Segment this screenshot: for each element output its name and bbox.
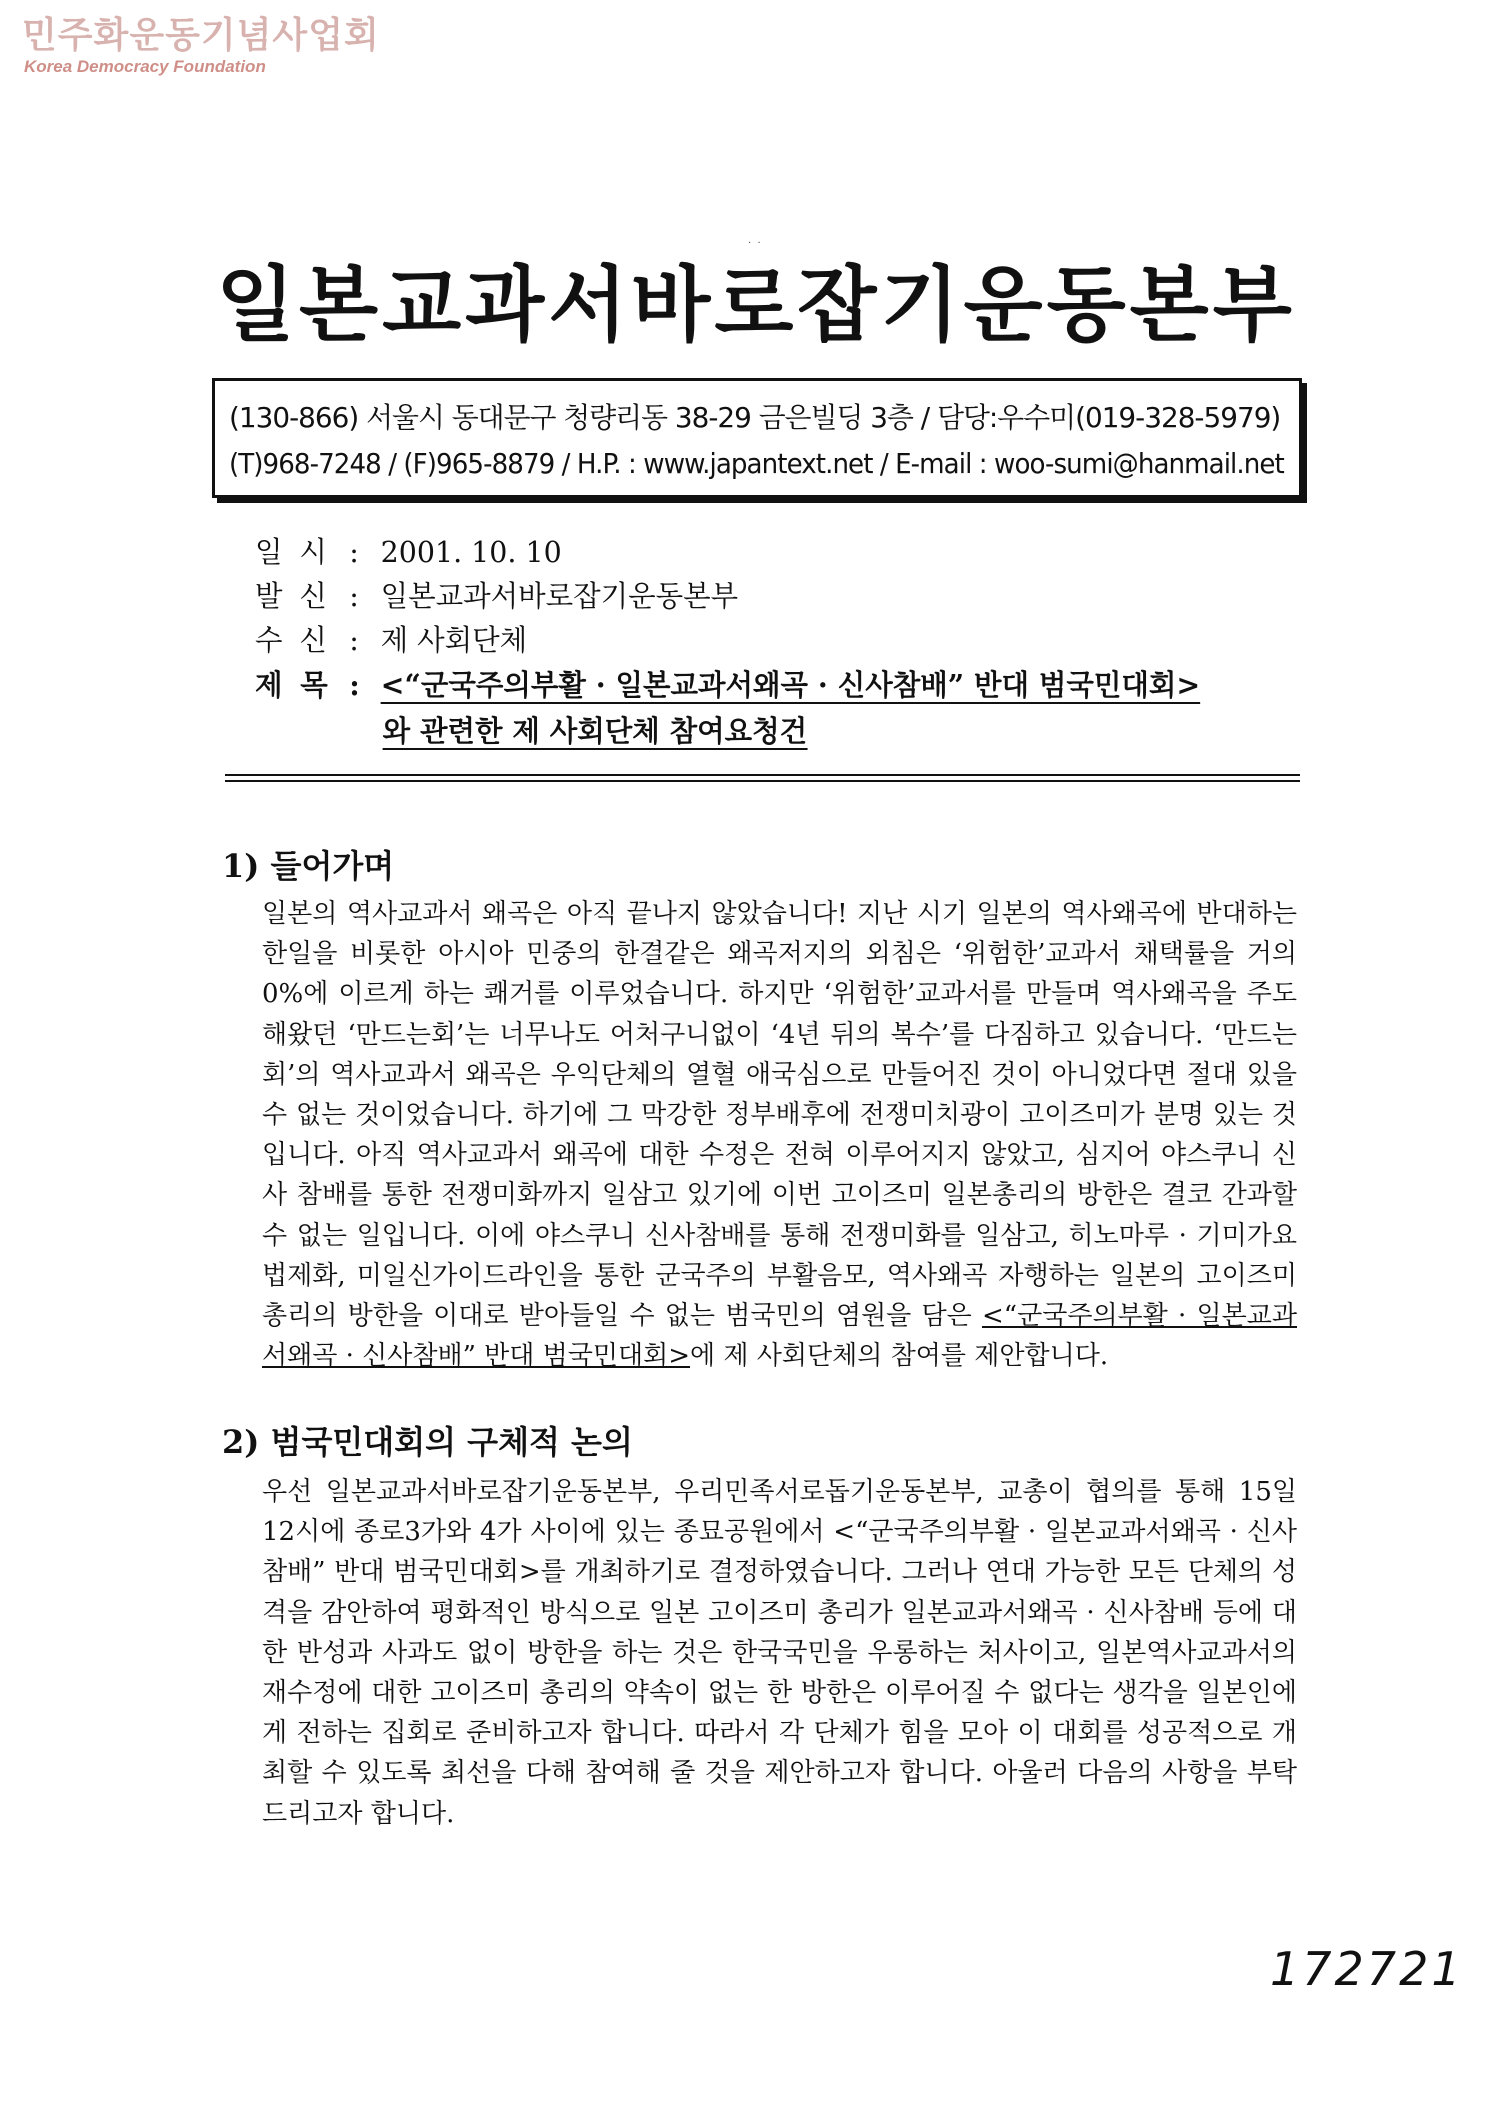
document-meta xyxy=(255,530,1335,754)
contact-address-line: (130-866) 서울시 동대문구 청량리동 38-29 금은빌딩 3층 / 담당:우수미(019-328-5979) xyxy=(229,401,1281,434)
section-2-body xyxy=(262,1472,1297,1834)
section-2-title: 2) 범국민대회의 구체적 논의 xyxy=(222,1423,633,1461)
handwritten-document-number: 172721 xyxy=(1270,1942,1464,1996)
meta-recipient-row: 수 신 : 제 사회단체 xyxy=(255,618,1315,662)
section-1-tail: 에 제 사회단체의 참여를 제안합니다. xyxy=(690,1341,1109,1372)
foundation-watermark xyxy=(22,16,380,78)
contact-box xyxy=(212,378,1302,498)
watermark-korean: 민주화운동기념사업회 xyxy=(22,15,380,56)
meta-sender-label: 발 신 xyxy=(255,579,331,613)
meta-subject-value-line2: 와 관련한 제 사회단체 참여요청건 xyxy=(382,714,808,748)
watermark-english: Korea Democracy Foundation xyxy=(24,57,266,76)
section-1-event-name: <“군국주의부활 · 일본교과서왜곡 · 신사참배” 반대 범국민대회> xyxy=(262,1301,1297,1372)
meta-recipient-value: 제 사회단체 xyxy=(380,623,528,657)
contact-phone-web-line: (T)968-7248 / (F)965-8879 / H.P. : www.japantext.net / E-mail : woo-sumi@hanmail.net xyxy=(229,447,1284,480)
divider-top xyxy=(225,774,1300,776)
meta-subject-continuation xyxy=(255,708,1315,754)
divider-bottom xyxy=(225,780,1300,782)
meta-subject-row: 제 목 : <“군국주의부활 · 일본교과서왜곡 · 신사참배” 반대 범국민대회> xyxy=(255,662,1315,708)
section-1-body xyxy=(262,894,1297,1376)
section-1-title: 1) 들어가며 xyxy=(222,847,395,885)
meta-date-label: 일 시 xyxy=(255,535,331,569)
meta-sender-value: 일본교과서바로잡기운동본부 xyxy=(380,579,739,613)
scan-specks: · · xyxy=(748,238,761,249)
meta-recipient-label: 수 신 xyxy=(255,623,331,657)
organization-title: 일본교과서바로잡기운동본부 xyxy=(215,258,1296,353)
meta-sender-row: 발 신 : 일본교과서바로잡기운동본부 xyxy=(255,574,1315,618)
meta-date-value: 2001. 10. 10 xyxy=(380,535,562,569)
section-1-text: 일본의 역사교과서 왜곡은 아직 끝나지 않았습니다! 지난 시기 일본의 역사왜곡에 반대하는 한일을 비롯한 아시아 민중의 한결같은 왜곡저지의 외침은 ‘위험한’교과서 채택률을 거의 0%에 이르게 하는 쾌거를 이루었습니다. 하지만 ‘위험한’교과서를 만들며 역사왜곡을 주도해왔던 ‘만드는회’는 너무나도 어처구니없이 ‘4년 뒤의 복수’를 다짐하고 있습니다. ‘만드는회’의 역사교과서 왜곡은 우익단체의 열혈 애국심으로 만들어진 것이 아니었다면 절대 있을 수 없는 것이었습니다. 하기에 그 막강한 정부배후에 전쟁미치광이 고이즈미가 분명 있는 것입니다. 아직 역사교과서 왜곡에 대한 수정은 전혀 이루어지지 않았고, 심지어 야스쿠니 신사 참배를 통한 전쟁미화까지 일삼고 있기에 이번 고이즈미 일본총리의 방한은 결코 간과할 수 없는 일입니다. 이에 야스쿠니 신사참배를 통해 전쟁미화를 일삼고, 히노마루 · 기미가요 법제화, 미일신가이드라인을 통한 군국주의 부활음모, 역사왜곡 자행하는 일본의 고이즈미 총리의 방한을 이대로 받아들일 수 없는 범국민의 염원을 담은 xyxy=(262,899,1297,1332)
meta-subject-value-line1: <“군국주의부활 · 일본교과서왜곡 · 신사참배” 반대 범국민대회> xyxy=(380,668,1201,702)
meta-date-row: 일 시 : 2001. 10. 10 xyxy=(255,530,1315,574)
section-2-text: 우선 일본교과서바로잡기운동본부, 우리민족서로돕기운동본부, 교총이 협의를 통해 15일 12시에 종로3가와 4가 사이에 있는 종묘공원에서 <“군국주의부활 · 일본교과서왜곡 · 신사참배” 반대 범국민대회>를 개최하기로 결정하였습니다. 그러나 연대 가능한 모든 단체의 성격을 감안하여 평화적인 방식으로 일본 고이즈미 총리가 일본교과서왜곡 · 신사참배 등에 대한 반성과 사과도 없이 방한을 하는 것은 한국국민을 우롱하는 처사이고, 일본역사교과서의 재수정에 대한 고이즈미 총리의 약속이 없는 한 방한은 이루어질 수 없다는 생각을 일본인에게 전하는 집회로 준비하고자 합니다. 따라서 각 단체가 힘을 모아 이 대회를 성공적으로 개최할 수 있도록 최선을 다해 참여해 줄 것을 제안하고자 합니다. 아울러 다음의 사항을 부탁드리고자 합니다. xyxy=(262,1477,1297,1829)
meta-subject-label: 제 목 xyxy=(255,668,332,702)
